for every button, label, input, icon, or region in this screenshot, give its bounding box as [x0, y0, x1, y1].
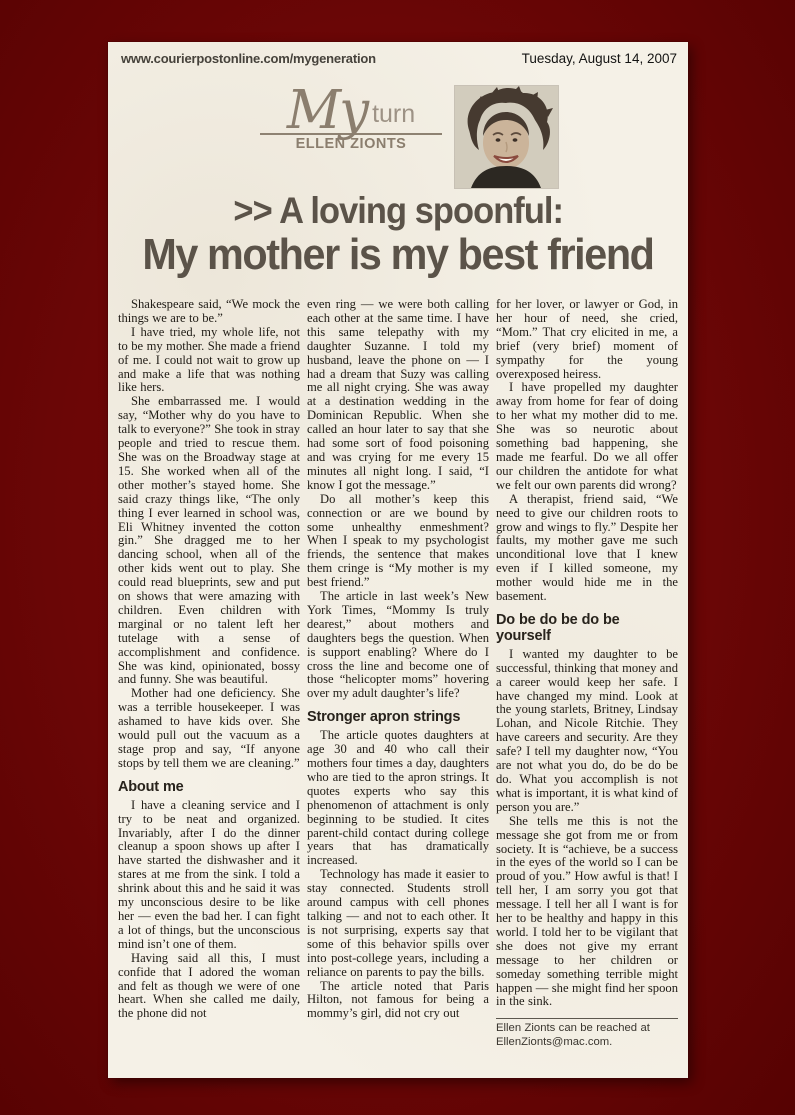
- article-paragraph: The article in last week’s New York Times, “Mommy Is truly dearest,” about mothers and daughters begs the question. When is support enabling? Where do I cross the line and become one of those “helicopter moms” hovering over my adult daughter’s life?: [307, 589, 489, 701]
- issue-date: Tuesday, August 14, 2007: [521, 51, 677, 66]
- article-paragraph: She tells me this is not the message she got from me or from society. It is “achieve, be a success in the eyes of the world so I can be proud of you.” How awful is that! I tell her, I am sorry you got that message. I tell her all I want is for her to be healthy and happy in this world. I told her to be vigilant that she does not give my errant message to her children or someday something terrible might happen — she might find her spoon in the sink.: [496, 813, 678, 1009]
- headline: [108, 192, 688, 278]
- author-photo: [455, 86, 558, 188]
- my-turn-logo: [260, 80, 442, 152]
- column-1: [118, 298, 300, 1050]
- column-2: [307, 298, 489, 1050]
- article-paragraph: Shakespeare said, “We mock the things we are to be.”: [118, 297, 300, 325]
- logo-script-my: My: [286, 80, 368, 141]
- section-heading-about-me: About me: [118, 778, 184, 795]
- contact-text: Ellen Zionts can be reached at EllenZionts@mac.com.: [496, 1022, 650, 1049]
- columnist-name: ELLEN ZIONTS: [295, 136, 407, 152]
- section-heading-apron-strings: Stronger apron strings: [307, 709, 461, 726]
- article-paragraph: She embarrassed me. I would say, “Mother why do you have to talk to everyone?” She took in stray people and tried to rescue them. She was on the Broadway stage at 15. She worked when all of the other mother’s stayed home. She said crazy things like, “The only thing I ever learned in school was, Eli Whitney invented the cotton gin.” She dragged me to her dancing school, when all of the other kids went out to play. She could read blueprints, sew and put on shows that were amazing with children. Even children with marginal or no talent left her tutelage with a sense of accomplishment and confidence. She was kind, opinionated, bossy and funny. She was beautiful.: [118, 394, 300, 687]
- article-paragraph: Do all mother’s keep this connection or are we bound by some unhealthy enmeshment? When I speak to my psychologist friends, the sentence that makes them cringe is “My mother is my best friend.”: [307, 491, 489, 590]
- article-paragraph: I wanted my daughter to be successful, thinking that money and a career would keep her safe. I have changed my mind. Look at the young starlets, Britney, Lindsay Lohan, and Nicole Ritchie. They have careers and security. Are they safe? I tell my daughter now, “You are not what you do, do be do be do. What you accomplish is not what is important, it is what kind of person you are.”: [496, 646, 678, 814]
- newspaper-page: [108, 42, 688, 1078]
- headline-kicker: >> A loving spoonful:: [233, 190, 563, 231]
- logo-wordmark: [260, 80, 442, 141]
- column-3: [496, 298, 678, 1050]
- headline-main: My mother is my best friend: [142, 230, 654, 280]
- section-heading-do-be-yourself: Do be do be do be yourself: [496, 611, 620, 644]
- logo-word-turn: turn: [372, 100, 416, 128]
- article-paragraph: Mother had one deficiency. She was a terrible housekeeper. I was ashamed to have kids over. She would pull out the vacuum as a stage prop and say, “If anyone stops by tell them we are cleaning.”: [118, 686, 300, 770]
- right-eye: [513, 138, 518, 142]
- contact-note: [496, 1018, 678, 1050]
- page-header: [121, 51, 677, 66]
- article-paragraph: I have a cleaning service and I try to be neat and organized. Invariably, after I do the dinner cleanup a spoon shows up after I have started the dishwasher and it stares at me from the sink. I told a shrink about this and he said it was my unconscious desire to be like her — even the bad her. I can fight a lot of things, but the unconscious mind isn’t one of them.: [118, 797, 300, 951]
- article-paragraph: I have tried, my whole life, not to be my mother. She made a friend of me. I could not wait to grow up and make a life that was nothing like hers.: [118, 324, 300, 395]
- article-paragraph: Having said all this, I must confide that I adored the woman and felt as though we were of one heart. When she called me daily, the phone did not: [118, 950, 300, 1021]
- article-paragraph: A therapist, friend said, “We need to give our children roots to grow and wings to fly.” Despite her faults, my mother gave me such unconditional love that I knew even if I killed someone, my mother would hide me in the basement.: [496, 491, 678, 604]
- author-photo-image: [455, 86, 558, 188]
- article-paragraph: Technology has made it easier to stay connected. Students stroll around campus with cell phones talking — and not to each other. It is not surprising, experts say that some of this behavior spills over into post-college years, including a reliance on parents to pay the bills.: [307, 867, 489, 979]
- article-paragraph: even ring — we were both calling each other at the same time. I have this same telepathy with my daughter Suzanne. I told my husband, leave the phone on — I had a dream that Suzy was calling me all night crying. She was away at a destination wedding in the Dominican Republic. When she called an hour later to say that she had some sort of food poisoning and was crying for me every 15 minutes all night long. I said, “I know I got the message.”: [307, 297, 489, 492]
- article-paragraph: for her lover, or lawyer or God, in her hour of need, she cried, “Mom.” That cry elicited in me, a brief (very brief) moment of sympathy for the young overexposed heiress.: [496, 297, 678, 381]
- article-paragraph: I have propelled my daughter away from home for fear of doing to her what my mother did to me. She was so neurotic about something bad happening, she made me fearful. Do we all offer our children the antidote for what we felt our own parents did wrong?: [496, 380, 678, 492]
- article-body: [118, 298, 678, 1050]
- left-eye: [496, 138, 501, 142]
- site-url: www.courierpostonline.com/mygeneration: [121, 51, 376, 66]
- article-paragraph: The article quotes daughters at age 30 and 40 who call their mothers four times a day, daughters who are tied to the apron strings. It quotes experts who say this phenomenon of attachment is only beginning to be studied. It cites parent-child contact during college years that has dramatically increased.: [307, 728, 489, 868]
- article-paragraph: The article noted that Paris Hilton, not famous for being a mommy’s girl, did not cry out: [307, 978, 489, 1021]
